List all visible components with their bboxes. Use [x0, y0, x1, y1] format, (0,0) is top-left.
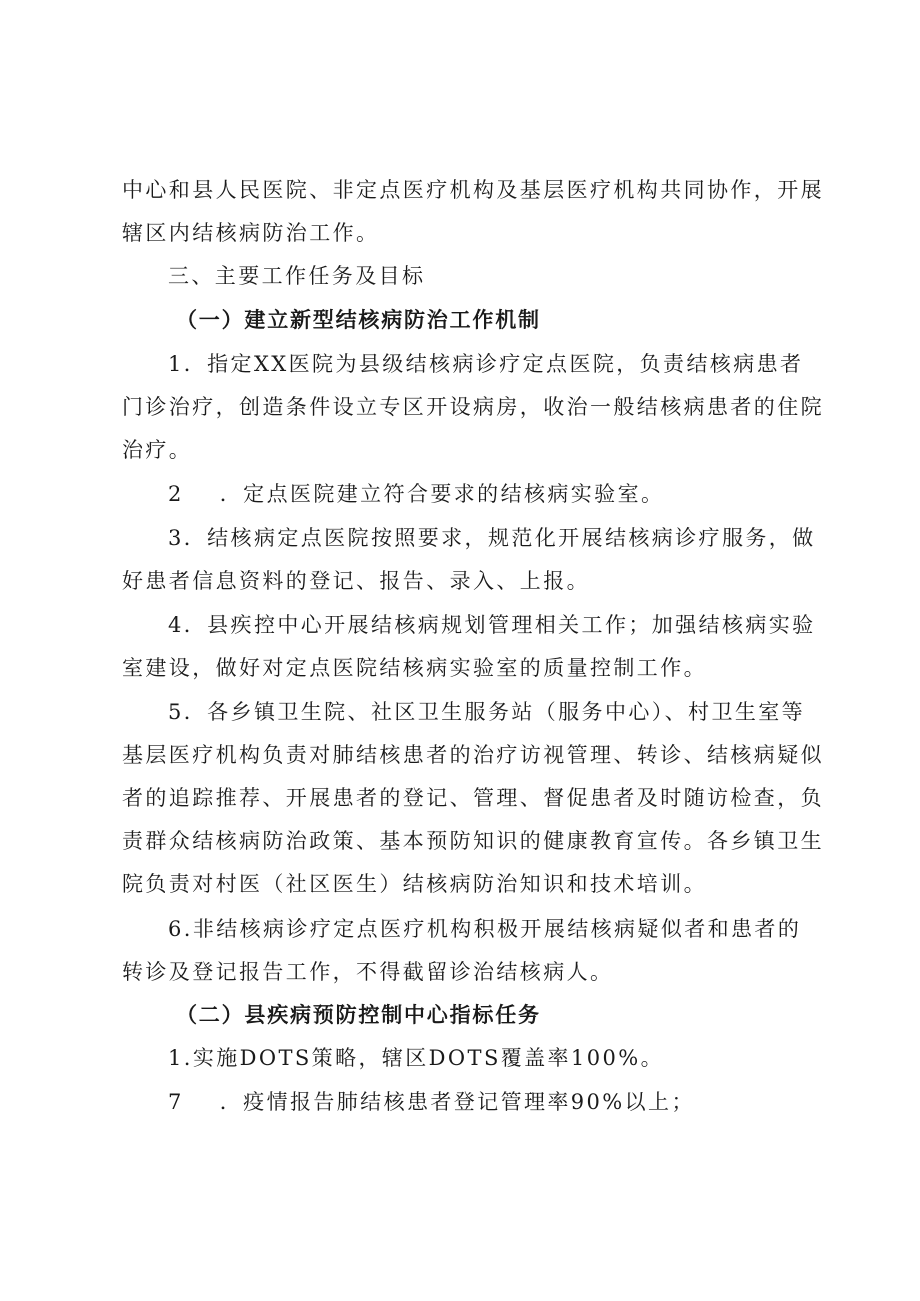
- list-item-line: 门诊治疗，创造条件设立专区开设病房，收治一般结核病患者的住院: [122, 395, 824, 419]
- paragraph-line: 辖区内结核病防治工作。: [122, 221, 380, 245]
- list-item-line: 好患者信息资料的登记、报告、录入、上报。: [122, 569, 590, 593]
- list-item-line: 5．各乡镇卫生院、社区卫生服务站（服务中心）、村卫生室等: [168, 700, 806, 724]
- subsection-heading: （二）县疾病预防控制中心指标任务: [176, 1003, 541, 1027]
- section-heading: 三、主要工作任务及目标: [168, 264, 426, 288]
- list-item-line: 6.非结核病诊疗定点医疗机构积极开展结核病疑似者和患者的: [168, 917, 802, 941]
- list-item-line: 1．指定XX医院为县级结核病诊疗定点医院，负责结核病患者: [168, 352, 804, 376]
- list-item-number: 7: [168, 1090, 184, 1114]
- list-item-line: 4．县疾控中心开展结核病规划管理相关工作；加强结核病实验: [168, 613, 816, 637]
- list-item-line: 3．结核病定点医院按照要求，规范化开展结核病诊疗服务，做: [168, 526, 816, 550]
- list-item-text: ．定点医院建立符合要求的结核病实验室。: [219, 482, 665, 506]
- subsection-heading: （一）建立新型结核病防治工作机制: [176, 308, 541, 332]
- paragraph-line: 中心和县人民医院、非定点医疗机构及基层医疗机构共同协作，开展: [122, 178, 824, 202]
- list-item-text: ．疫情报告肺结核患者登记管理率90%以上；: [219, 1090, 695, 1114]
- list-item-line: [168, 1088, 695, 1116]
- list-item-line: [168, 480, 664, 508]
- list-item-line: 基层医疗机构负责对肺结核患者的治疗访视管理、转诊、结核病疑似: [122, 743, 824, 767]
- list-item-line: 责群众结核病防治政策、基本预防知识的健康教育宣传。各乡镇卫生: [122, 829, 824, 853]
- list-item-number: 2: [168, 482, 184, 506]
- list-item-line: 1.实施DOTS策略，辖区DOTS覆盖率100%。: [168, 1046, 664, 1070]
- list-item-line: 院负责对村医（社区医生）结核病防治知识和技术培训。: [122, 872, 707, 896]
- list-item-line: 者的追踪推荐、开展患者的登记、管理、督促患者及时随访检查，负: [122, 786, 824, 810]
- list-item-line: 治疗。: [122, 438, 193, 462]
- list-item-line: 转诊及登记报告工作，不得截留诊治结核病人。: [122, 960, 614, 984]
- list-item-line: 室建设，做好对定点医院结核病实验室的质量控制工作。: [122, 656, 707, 680]
